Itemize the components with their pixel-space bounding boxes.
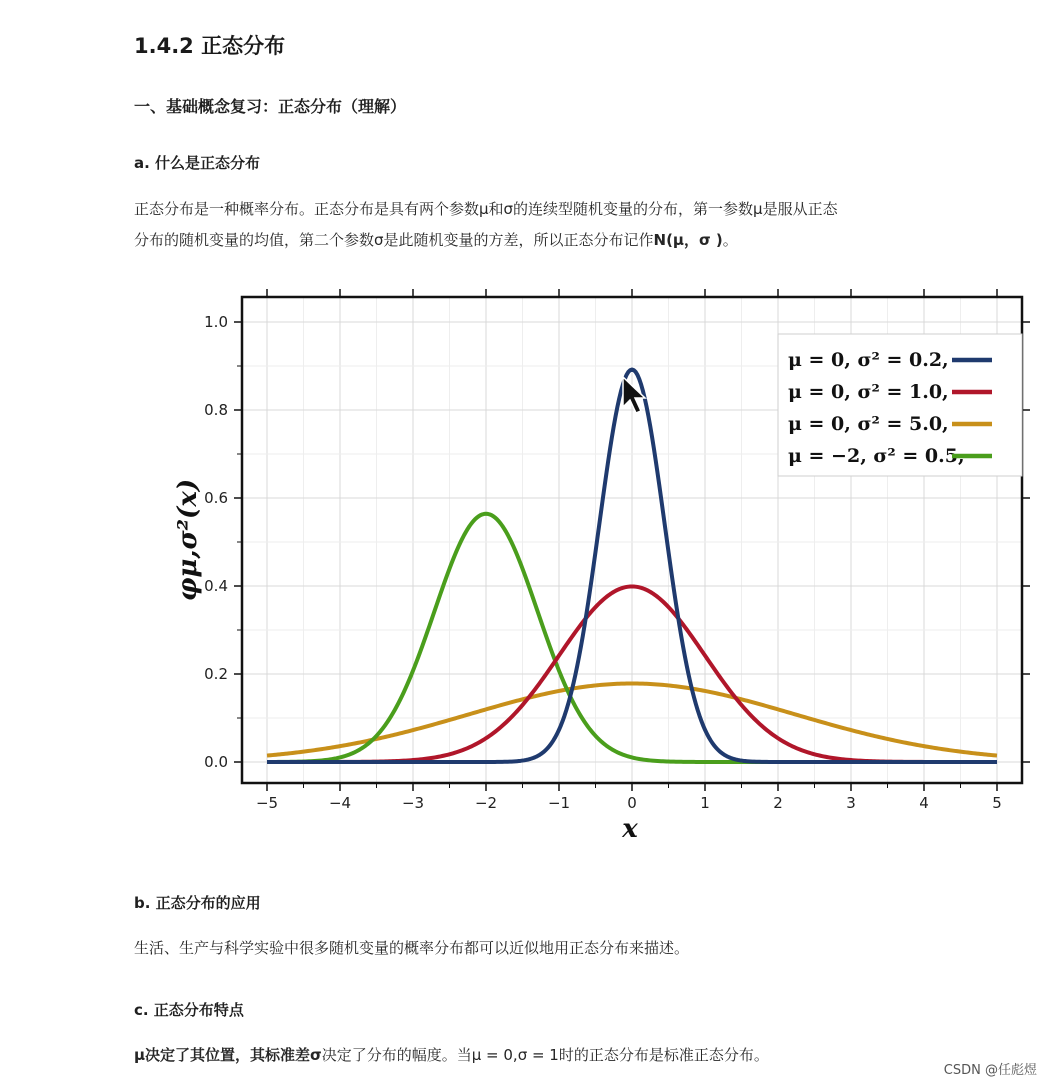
legend-label: μ = 0, σ² = 1.0, (788, 381, 949, 403)
subheading-b: b. 正态分布的应用 (134, 894, 261, 912)
y-axis-label-text: φμ,σ²(x) (173, 478, 203, 602)
section-heading: 1.4.2 正态分布 (134, 34, 286, 58)
y-axis-label (173, 479, 203, 601)
x-axis-label (621, 814, 638, 844)
paragraph-c-rest: 决定了分布的幅度。当μ = 0,σ = 1时的正态分布是标准正态分布。 (321, 1046, 769, 1064)
paragraph-a-line1: 正态分布是一种概率分布。正态分布是具有两个参数μ和σ的连续型随机变量的分布，第一参数μ是服从正态 (134, 200, 838, 218)
y-tick-label: 0.8 (204, 401, 228, 419)
paragraph-c (134, 1040, 1044, 1071)
x-tick-label: −4 (328, 794, 352, 812)
x-tick-label: 1 (700, 794, 710, 812)
legend-label: μ = −2, σ² = 0.5, (788, 445, 965, 467)
paragraph-b: 生活、生产与科学实验中很多随机变量的概率分布都可以近似地用正态分布来描述。 (134, 939, 690, 957)
x-tick-label: −5 (255, 794, 279, 812)
chart-legend (778, 334, 1022, 476)
subsection-heading: 一、基础概念复习：正态分布（理解） (134, 97, 407, 116)
x-tick-label: −3 (401, 794, 425, 812)
x-tick-label: 4 (919, 794, 929, 812)
paragraph-a (134, 194, 1044, 256)
legend-label: μ = 0, σ² = 0.2, (788, 349, 949, 371)
x-tick-label: 3 (846, 794, 856, 812)
x-tick-label: 2 (773, 794, 783, 812)
y-tick-label: 0.0 (204, 753, 228, 771)
y-tick-label: 0.4 (204, 577, 228, 595)
y-tick-label: 0.6 (204, 489, 228, 507)
x-tick-label: −1 (547, 794, 571, 812)
x-tick-label: 0 (627, 794, 637, 812)
paragraph-c-bold: μ决定了其位置，其标准差σ (134, 1046, 322, 1064)
subheading-a: a. 什么是正态分布 (134, 154, 261, 172)
y-tick-label: 0.2 (204, 665, 228, 683)
legend-label: μ = 0, σ² = 5.0, (788, 413, 949, 435)
subheading-c: c. 正态分布特点 (134, 1001, 244, 1019)
csdn-watermark: CSDN @任彪煜 (943, 1063, 1037, 1078)
x-tick-label: 5 (992, 794, 1002, 812)
x-tick-label: −2 (474, 794, 498, 812)
y-tick-label: 1.0 (204, 313, 228, 331)
paragraph-a-line2: 分布的随机变量的均值，第二个参数σ是此随机变量的方差，所以正态分布记作N(μ，σ )。 (134, 231, 738, 249)
normal-distribution-chart (160, 280, 1040, 850)
notation-n: N(μ，σ ) (653, 231, 723, 249)
x-axis-label-text: x (622, 814, 638, 844)
